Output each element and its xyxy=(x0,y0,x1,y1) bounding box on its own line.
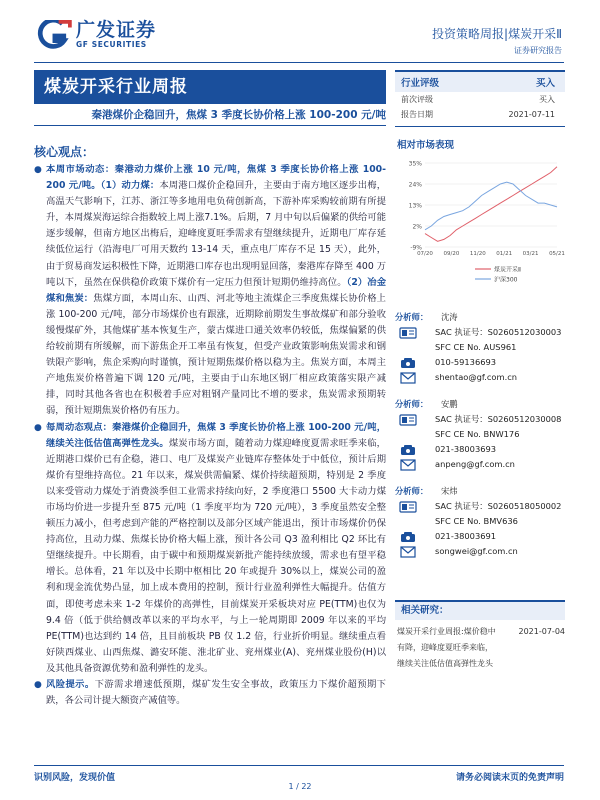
prev-rating-label: 前次评级 xyxy=(401,95,433,104)
phone-icon xyxy=(397,356,419,370)
page-header xyxy=(0,0,600,66)
analyst-card xyxy=(395,397,565,472)
paragraph-lead: 风险提示。 xyxy=(46,679,95,690)
paragraph-market xyxy=(34,162,386,420)
analyst-sfc: SFC CE No. AUS961 xyxy=(435,342,517,352)
report-date-label: 报告日期 xyxy=(401,110,433,119)
analyst-name: 安鹏 xyxy=(441,399,458,409)
x-tick-label: 07/20 xyxy=(417,251,433,257)
paragraph-lead: 本周市场动态：秦港动力煤价上涨 10 元/吨，焦煤 3 季度长协价格上涨 100-200 元/吨。（1）动力煤： xyxy=(46,164,386,192)
chart-svg xyxy=(395,157,565,302)
paragraph-lead: 每周动态观点：秦港煤价企稳回升，焦煤 3 季度长协价格上涨 100-200 元/吨，继续关注低估值高弹性龙头。 xyxy=(46,421,386,449)
core-heading: 核心观点： xyxy=(34,145,95,159)
logo-cn-text: 广发证券 xyxy=(76,19,157,41)
related-item-date: 2021-07-04 xyxy=(518,627,565,636)
analyst-label: 分析师： xyxy=(395,312,429,322)
gf-logo-icon xyxy=(34,20,72,50)
related-item-line: 继续关注低估值高弹性龙头 xyxy=(397,659,493,668)
paragraph-lead: （2）冶金煤和焦炭： xyxy=(46,276,386,304)
analyst-phone: 021-38003691 xyxy=(435,531,497,541)
title-banner xyxy=(34,70,386,104)
analyst-name: 宋炜 xyxy=(441,486,458,496)
relative-performance-chart xyxy=(395,157,565,302)
related-research xyxy=(395,600,565,672)
series-line-0 xyxy=(425,167,557,242)
related-item-title[interactable]: 煤炭开采行业周报:煤价稳中 xyxy=(397,627,496,636)
analyst-sac: SAC 执证号：S0260512030008 xyxy=(435,414,562,424)
company-logo xyxy=(34,20,156,50)
sidebar-divider xyxy=(395,126,565,127)
footer-disclaimer: 请务必阅读末页的免责声明 xyxy=(455,773,564,783)
analyst-sac: SAC 执证号：S0260518050002 xyxy=(435,501,562,511)
certificate-icon xyxy=(397,413,419,427)
bullet-icon: ● xyxy=(34,165,42,175)
bullet-icon: ● xyxy=(34,680,42,690)
related-item-line: 有降，迎峰度夏旺季来临， xyxy=(397,643,493,652)
rating-label: 行业评级 xyxy=(401,78,440,89)
analyst-phone: 021-38003693 xyxy=(435,444,497,454)
x-tick-label: 05/21 xyxy=(549,251,565,257)
email-icon xyxy=(397,458,419,472)
subtitle-divider xyxy=(34,125,386,126)
analyst-sfc: SFC CE No. BMV636 xyxy=(435,516,518,526)
sidebar xyxy=(395,70,565,559)
analyst-card xyxy=(395,310,565,385)
chart-title: 相对市场表现 xyxy=(397,140,455,151)
analyst-phone: 010-59136693 xyxy=(435,357,497,367)
rating-header xyxy=(395,70,565,92)
page-title: 煤炭开采行业周报 xyxy=(44,77,188,97)
phone-icon xyxy=(397,443,419,457)
bullet-icon: ● xyxy=(34,422,42,433)
paragraph-weekly-view xyxy=(34,420,386,678)
paragraph-body: 下游需求增速低预期，煤矿发生安全事故，政策压力下煤价超预期下跌，各公司计提大额资产减值等。 xyxy=(46,679,386,707)
logo-en-text: GF SECURITIES xyxy=(76,40,147,49)
page-subtitle: 秦港煤价企稳回升，焦煤 3 季度长协价格上涨 100-200 元/吨 xyxy=(91,109,386,121)
analyst-label: 分析师： xyxy=(395,486,429,496)
legend-label: 沪深300 xyxy=(494,276,518,284)
analyst-label: 分析师： xyxy=(395,399,429,409)
report-date-row xyxy=(395,107,565,122)
y-tick-label: 24% xyxy=(408,181,422,189)
analyst-email[interactable]: songwei@gf.com.cn xyxy=(435,546,518,556)
x-tick-label: 09/20 xyxy=(443,251,460,257)
series-line-1 xyxy=(425,182,557,230)
legend-label: 煤炭开采Ⅱ xyxy=(494,266,521,274)
certificate-icon xyxy=(397,500,419,514)
x-tick-label: 03/21 xyxy=(522,251,539,257)
analyst-sac: SAC 执证号：S0260512030003 xyxy=(435,327,562,337)
paragraph-body: 焦煤方面，本周山东、山西、河北等地主流煤企三季度焦煤长协价格上涨 100-200 元/吨，部分市场煤价也有跟涨，近期除前期发生事故煤矿和部分验收缓慢煤矿外，其他煤矿基本恢复生产，蒙古煤进口通关效率仍较低，焦煤偏紧的供给较前期有所缓解，而下游焦企开工率虽有恢复，但受产业政策影响焦炭需求和钢铁限产影响，焦企采购向时谨慎，预计短期焦煤价格以稳为主。焦炭方面，本周主产地焦炭价格普遍下调 120 元/吨，主要由于山东地区钢厂相应政策落实限产减排，同时其他各省也在积极着手应对粗钢产量同比不增的要求，焦炭需求预期转弱，预计短期焦炭价格仍有压力。 xyxy=(46,292,386,417)
certificate-icon xyxy=(397,326,419,340)
y-tick-label: 2% xyxy=(412,223,422,231)
paragraph-risk xyxy=(34,677,386,709)
paragraph-body: 煤炭市场方面，随着动力煤迎峰度夏需求旺季来临，近期港口煤价已有企稳，港口、电厂及煤炭产业链库存整体处于中低位，预计后期煤价有望维持高位。21 年以来，煤炭供需偏紧、煤价持续超预期，特别是 2 季度以来受管动力煤处于消费淡季但工业需求持续向好，2 季度港口 5500 大卡动力煤市场均价进一步提升至 875 元/吨（1 季度平均为 720 元/吨），3 季度虽然安全整顿压力减小，但考虑到产能的严格控制以及部分区域产能退出，预计市场煤价仍保持高位，且动力煤、焦煤长协价格大幅上涨，预计各公司 Q3 盈利相比 Q2 环比有望继续提升。中长期看，由于碳中和预期煤炭新批产能持续放缓，需求也有望平稳增长。总体看，21 年以及中长期中枢相比 20 年或提升 30%以上，煤炭公司的盈利和现金流优势凸显，加上成本费用的控制，预计行业盈利弹性大幅提升。估值方面，即使考虑未来 1-2 年煤价的高弹性，目前煤炭开采板块对应 PE(TTM)也仅为 9.4 倍（低于供给侧改革以来的平均水平，与上一轮周期即 2009 年以来的平均 PE(TTM)也达到约 14 倍，且目前板块 PB 仅 1.2 倍，行业折价明显。继续重点看好陕西煤业、山西焦煤、潞安环能、淮北矿业、兖州煤业(A)、兖州煤业股份(H)以及其他具备资源优势和盈利弹性的龙头。 xyxy=(46,437,386,674)
page-number: 1 / 22 xyxy=(288,782,312,791)
email-icon xyxy=(397,371,419,385)
phone-icon xyxy=(397,530,419,544)
prev-rating-value: 买入 xyxy=(539,95,555,104)
analyst-sfc: SFC CE No. BNW176 xyxy=(435,429,520,439)
footer-divider xyxy=(34,765,564,766)
analyst-name: 沈涛 xyxy=(441,312,458,322)
related-heading: 相关研究： xyxy=(395,600,565,620)
analyst-list xyxy=(395,310,565,559)
report-type: 投资策略周报|煤炭开采Ⅱ xyxy=(432,27,562,41)
y-tick-label: 13% xyxy=(408,202,422,210)
main-content xyxy=(34,162,386,709)
email-icon xyxy=(397,545,419,559)
prev-rating-row xyxy=(395,92,565,107)
paragraph-body: 本周港口煤价企稳回升，主要由于南方地区逐步出梅，高温天气影响下，江苏、浙江等多地用电负荷创新高，下游补库采购较前期有所提升，本周煤炭海运综合指数较上周上涨7.1%。后期，7 月中旬以后偏紧的供给可能逐步缓解，但南方地区出梅后，迎峰度夏旺季需求有望继续提升，近期电厂库存延续低位运行（沿海电厂可用天数约 13-14 天，重点电厂库存不足 15 天），此外，由于贸易商发运积极性下降，近期港口库存也出现明显回落，秦港库存降至 400 万吨以下，虽然在保供稳价政策下煤价有一定压力但预计短期仍维持高位。 xyxy=(46,180,386,288)
rating-value: 买入 xyxy=(535,78,555,89)
analyst-email[interactable]: anpeng@gf.com.cn xyxy=(435,459,515,469)
y-tick-label: -9% xyxy=(410,244,422,252)
report-subtype: 证券研究报告 xyxy=(514,46,562,55)
analyst-card xyxy=(395,484,565,559)
footer-slogan: 识别风险，发现价值 xyxy=(34,773,116,783)
analyst-email[interactable]: shentao@gf.com.cn xyxy=(435,372,518,382)
x-tick-label: 01/21 xyxy=(496,251,513,257)
header-divider xyxy=(34,62,564,63)
x-tick-label: 11/20 xyxy=(469,251,486,257)
report-date-value: 2021-07-11 xyxy=(508,110,555,119)
y-tick-label: 35% xyxy=(408,160,422,168)
